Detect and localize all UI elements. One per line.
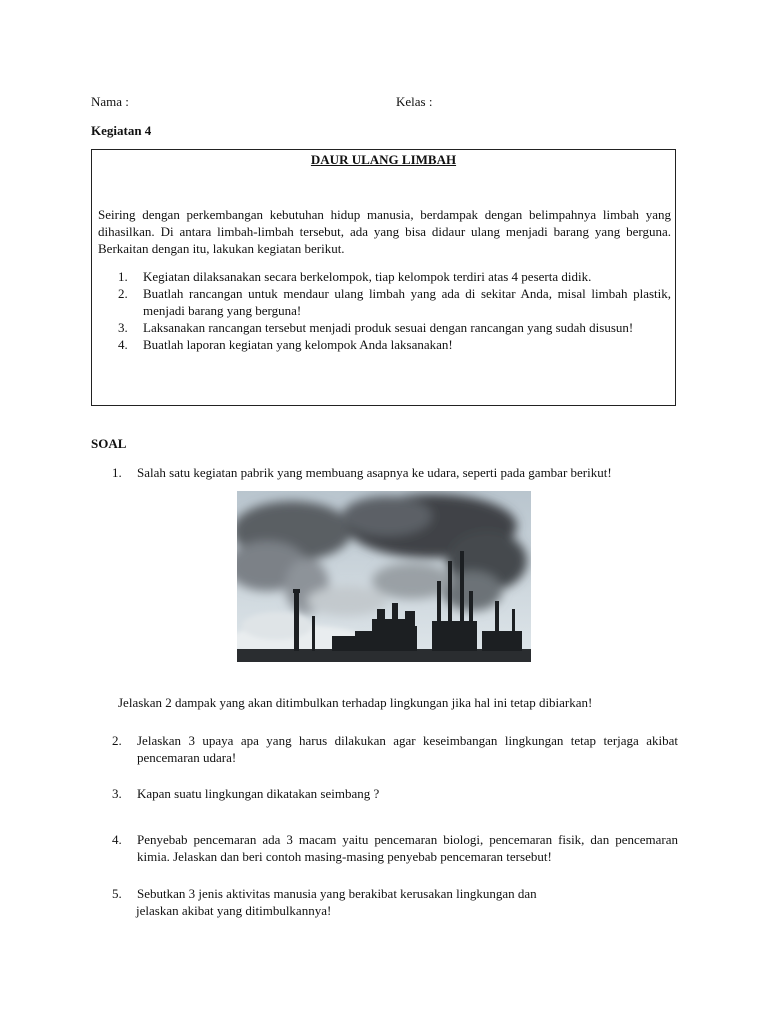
question-number: 3. — [112, 786, 122, 801]
list-item — [98, 268, 671, 285]
question-text: Jelaskan 3 upaya apa yang harus dilakukan agar keseimbangan lingkungan tetap terjaga akibat pencemaran udara! — [137, 733, 678, 765]
question-number: 1. — [112, 465, 122, 480]
question-text: Kapan suatu lingkungan dikatakan seimbang ? — [137, 786, 380, 801]
activity-box — [91, 149, 676, 406]
question-number: 4. — [112, 832, 122, 847]
activity-title: Kegiatan 4 — [91, 123, 152, 138]
question-number: 5. — [112, 886, 122, 901]
question-number: 2. — [112, 733, 122, 748]
box-title: DAUR ULANG LIMBAH — [310, 152, 457, 167]
question-text: Penyebab pencemaran ada 3 macam yaitu pencemaran biologi, pencemaran fisik, dan pencemaran kimia. Jelaskan dan beri contoh masing-masing penyebab pencemaran tersebut! — [137, 832, 678, 864]
list-text: Buatlah laporan kegiatan yang kelompok Anda laksanakan! — [143, 337, 453, 352]
nama-label: Nama : — [91, 94, 129, 109]
activity-steps — [98, 268, 671, 353]
list-item — [98, 285, 671, 319]
box-intro: Seiring dengan perkembangan kebutuhan hidup manusia, berdampak dengan belimpahnya limbah yang dihasilkan. Di antara limbah-limbah tersebut, ada yang bisa didaur ulang menjadi barang yang berguna. Berkaitan dengan itu, lakukan kegiatan berikut. — [98, 207, 671, 256]
question-text-line-2: jelaskan akibat yang ditimbulkannya! — [136, 903, 332, 918]
list-number: 4. — [118, 337, 128, 352]
list-number: 2. — [118, 286, 128, 301]
list-text: Buatlah rancangan untuk mendaur ulang limbah yang ada di sekitar Anda, misal limbah plastik, menjadi barang yang berguna! — [143, 286, 671, 318]
soal-heading: SOAL — [91, 436, 127, 451]
factory-smoke-photo — [237, 491, 531, 662]
question-text: Salah satu kegiatan pabrik yang membuang asapnya ke udara, seperti pada gambar berikut! — [137, 465, 612, 480]
list-text: Laksanakan rancangan tersebut menjadi produk sesuai dengan rancangan yang sudah disusun! — [143, 320, 634, 335]
question-1-followup: Jelaskan 2 dampak yang akan ditimbulkan terhadap lingkungan jika hal ini tetap dibiarkan! — [118, 695, 593, 710]
list-number: 1. — [118, 269, 128, 284]
list-number: 3. — [118, 320, 128, 335]
question-text-line-1: Sebutkan 3 jenis aktivitas manusia yang berakibat kerusakan lingkungan dan — [137, 886, 537, 901]
list-item — [98, 319, 671, 336]
list-item — [98, 336, 671, 353]
kelas-label: Kelas : — [396, 94, 433, 109]
list-text: Kegiatan dilaksanakan secara berkelompok, tiap kelompok terdiri atas 4 peserta didik. — [143, 269, 592, 284]
